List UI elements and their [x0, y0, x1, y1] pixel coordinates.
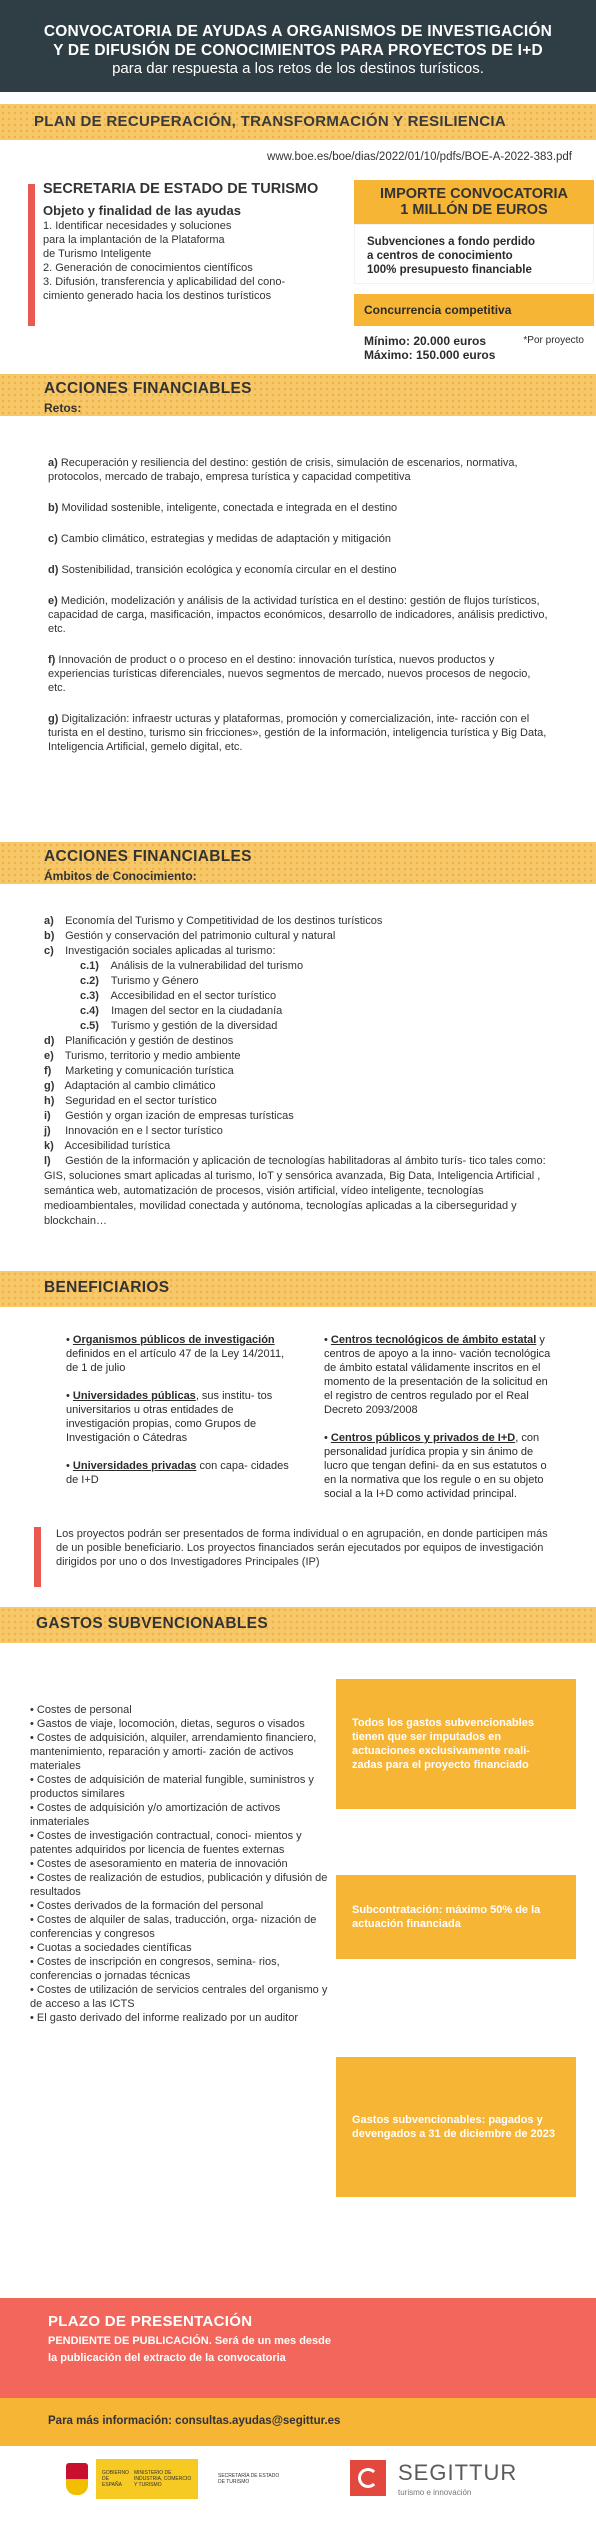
beneficiario-desc: , con personalidad jurídica propia y sin ánimo de lucro que tengan defini- da en sus estatutos o en la normativa que los regule o en su objeto social a la I+D como actividad principal.: [324, 1431, 547, 1500]
por-proyecto-note: *Por proyecto: [523, 334, 584, 346]
beneficiario-item: [66, 1459, 296, 1487]
bullet-icon: •: [30, 1871, 37, 1884]
header-title-line2: Y DE DIFUSIÓN DE CONOCIMIENTOS PARA PROYECTOS DE I+D: [53, 42, 543, 59]
ambito-letter: e): [44, 1049, 54, 1062]
ambito-letter: d): [44, 1034, 55, 1047]
plazo-title: PLAZO DE PRESENTACIÓN: [48, 2313, 253, 2330]
ambito-text: Innovación en e l sector turístico: [65, 1124, 223, 1137]
reto-letter: c): [48, 532, 58, 545]
ambito-text: Economía del Turismo y Competitividad de los destinos turísticos: [65, 914, 383, 927]
ambito-item: [44, 914, 556, 929]
bullet-icon: •: [66, 1333, 73, 1346]
gasto-item: [30, 1955, 330, 1983]
beneficiarios-left: [66, 1333, 296, 1515]
reto-item: [48, 532, 548, 546]
gasto-item: [30, 1857, 330, 1871]
gasto-text: Costes de utilización de servicios centrales del organismo y de acceso a las ICTS: [30, 1983, 328, 2010]
minmax-block: [354, 326, 594, 366]
gasto-text: Costes de investigación contractual, conoci- mientos y patentes adquiridos por licencia de fuentes externas: [30, 1829, 302, 1856]
retos-list: [0, 456, 596, 754]
ambito-letter: g): [44, 1079, 55, 1092]
ministerio-text: MINISTERIO DE INDUSTRIA, COMERCIO Y TURISMO: [134, 2470, 192, 2488]
ambito-item: [44, 1094, 556, 1109]
segittur-name: SEGITTUR: [398, 2460, 518, 2485]
gasto-text: Gastos de viaje, locomoción, dietas, seguros o visados: [36, 1717, 305, 1730]
ambito-letter: c.5): [80, 1019, 99, 1032]
note-text: Los proyectos podrán ser presentados de forma individual o en agrupación, en donde participen más de un posible beneficiario. Los proyectos financiados serán ejecutados por equipos de investigación dirigidos por uno o dos Investigadores Principales (IP): [56, 1527, 548, 1568]
ambito-item: [44, 1004, 556, 1019]
ambito-item: [44, 929, 556, 944]
reto-text: Innovación de product o o proceso en el destino: innovación turística, nuevos productos y experiencias turísticas diferenciales, nuevos segmentos de mercado, nuevos procesos de negocio, etc.: [48, 653, 531, 694]
bullet-icon: •: [30, 1913, 37, 1926]
gobierno-logo: [66, 2459, 282, 2499]
gasto-item: [30, 1731, 330, 1773]
acciones-ambitos-banner: [0, 842, 596, 884]
beneficiario-desc: definidos en el artículo 47 de la Ley 14/2011, de 1 de julio: [66, 1347, 285, 1374]
ambito-letter: i): [44, 1109, 51, 1122]
bullet-icon: •: [30, 1983, 37, 1996]
ambito-item: [44, 1139, 556, 1154]
plazo-banner: [0, 2298, 596, 2398]
gasto-item: [30, 1703, 330, 1717]
ambito-item: [44, 1079, 556, 1094]
objeto-line: para la implantación de la Plataforma: [43, 234, 225, 247]
ambito-text: Gestión y organ ización de empresas turísticas: [65, 1109, 294, 1122]
gastos-note-devengados: Gastos subvencionables: pagados y devengados a 31 de diciembre de 2023: [336, 2057, 576, 2197]
ambito-text: Turismo, territorio y medio ambiente: [64, 1049, 241, 1062]
gasto-item: [30, 1717, 330, 1731]
ministerio-label: [96, 2459, 198, 2499]
beneficiario-name: Universidades públicas: [72, 1389, 196, 1402]
reto-item: [48, 712, 548, 754]
accent-bar: [28, 184, 35, 326]
beneficiario-item: [324, 1333, 554, 1417]
gastos-note-imputados: Todos los gastos subvencionables tienen que ser imputados en actuaciones exclusivamente reali- zadas para el proyecto financiado: [336, 1679, 576, 1809]
ambito-text: Gestión de la información y aplicación de tecnologías habilitadoras al ámbito turís- tico tales como: GIS, soluciones smart aplicadas al turismo, IoT y sensórica avanzada, Big Data, Inteligencia Artificial , semántica web, automatización de procesos, visión artificial, vídeo inteligente, tecnologías medioambientales, movilidad conectada y autónoma, tecnologías aplicadas a la ciberseguridad y blockchain…: [44, 1154, 546, 1227]
plazo-desc: la publicación del extracto de la convocatoria: [48, 2352, 286, 2365]
beneficiario-item: [66, 1389, 296, 1445]
bullet-icon: •: [30, 1773, 37, 1786]
gasto-text: Costes de inscripción en congresos, semina- rios, conferencias o jornadas técnicas: [30, 1955, 280, 1982]
bullet-icon: •: [324, 1431, 331, 1444]
ambito-letter: h): [44, 1094, 55, 1107]
beneficiario-desc: y centros de apoyo a la inno- vación tecnológica de ámbito estatal válidamente inscritos en el momento de la presentación de la solicitud en el registro de centros regulado por el Real Decreto 2093/2008: [324, 1333, 551, 1416]
ambito-letter: c.2): [80, 974, 99, 987]
ambito-item: [44, 1064, 556, 1079]
reto-letter: a): [48, 456, 58, 469]
ambito-text: Imagen del sector en la ciudadanía: [111, 1004, 283, 1017]
reto-text: Recuperación y resiliencia del destino: gestión de crisis, simulación de escenarios, normativa, protocolos, mercado de trabajo, empresa turística y capacidad competitiva: [48, 456, 518, 483]
secretaria-title: SECRETARIA DE ESTADO DE TURISMO: [43, 180, 319, 197]
beneficiario-item: [66, 1333, 296, 1375]
objeto-title: Objeto y finalidad de las ayudas: [43, 202, 241, 218]
reto-text: Sostenibilidad, transición ecológica y economía circular en el destino: [61, 563, 397, 576]
gasto-item: [30, 1829, 330, 1857]
reto-item: [48, 594, 548, 636]
ambito-letter: c.4): [80, 1004, 99, 1017]
segittur-tagline: turismo e innovación: [398, 2487, 472, 2497]
bullet-icon: •: [30, 1717, 37, 1730]
reto-letter: e): [48, 594, 58, 607]
ambito-text: Gestión y conservación del patrimonio cultural y natural: [65, 929, 336, 942]
bullet-icon: •: [30, 2011, 37, 2024]
beneficiarios-note: [34, 1527, 596, 1569]
beneficiarios-columns: [0, 1333, 596, 1515]
gasto-item: [30, 1899, 330, 1913]
gasto-item: [30, 1801, 330, 1829]
reto-item: [48, 563, 548, 577]
header: [0, 0, 596, 92]
gastos-banner: [0, 1607, 596, 1643]
gasto-text: Costes de asesoramiento en materia de innovación: [36, 1857, 288, 1870]
reto-letter: g): [48, 712, 59, 725]
boe-url[interactable]: www.boe.es/boe/dias/2022/01/10/pdfs/BOE-A-2022-383.pdf: [267, 151, 572, 163]
ambito-text: Análisis de la vulnerabilidad del turismo: [110, 959, 304, 972]
section-subtitle: Ámbitos de Conocimiento:: [44, 868, 197, 883]
secretaria-section: [0, 180, 340, 366]
maximo-label: Máximo: 150.000 euros: [364, 347, 496, 362]
bullet-icon: •: [30, 1731, 37, 1744]
ambito-item: [44, 1109, 556, 1124]
ambito-item: [44, 1154, 556, 1229]
beneficiario-name: Universidades privadas: [72, 1459, 197, 1472]
ambito-text: Planificación y gestión de destinos: [65, 1034, 234, 1047]
ambito-letter: l): [44, 1154, 51, 1167]
reto-item: [48, 501, 548, 515]
ambito-item: [44, 959, 556, 974]
segittur-mark-icon: [350, 2460, 386, 2496]
reto-text: Digitalización: infraestr ucturas y plataformas, promoción y comercialización, inte- racción con el turista en el destino, turismo sin fricciones», gestión de la información, inteligencia turística y Big Data, Inteligencia Artificial, gemelo digital, etc.: [48, 712, 547, 753]
gastos-notes: [336, 1703, 576, 2140]
gastos-note-subcontratacion: Subcontratación: máximo 50% de la actuación financiada: [336, 1875, 576, 1959]
gasto-text: Costes de realización de estudios, publicación y difusión de resultados: [30, 1871, 328, 1898]
beneficiario-item: [324, 1431, 554, 1501]
gasto-item: [30, 2011, 330, 2025]
plan-title: PLAN DE RECUPERACIÓN, TRANSFORMACIÓN Y RESILIENCIA: [34, 112, 506, 130]
ambito-item: [44, 944, 556, 959]
beneficiario-name: Organismos públicos de investigación: [72, 1333, 275, 1346]
header-title-line1: CONVOCATORIA DE AYUDAS A ORGANISMOS DE INVESTIGACIÓN: [43, 23, 553, 40]
importe-card: [354, 180, 594, 366]
ambito-text: Accesibilidad turística: [64, 1139, 171, 1152]
bullet-icon: •: [30, 1801, 37, 1814]
ambito-letter: c.3): [80, 989, 99, 1002]
reto-text: Medición, modelización y análisis de la actividad turística en el destino: gestión de flujos turísticos, capacidad de carga, masificación, impactos económicos, desarrollo de indicadores, análisis predictivo, etc.: [48, 594, 548, 635]
accent-bar: [34, 1527, 41, 1587]
importe-line: Subvenciones a fondo perdido: [367, 235, 536, 248]
plan-banner: [0, 104, 596, 140]
bullet-icon: •: [30, 1955, 37, 1968]
gobierno-text: GOBIERNO DE ESPAÑA: [102, 2470, 129, 2488]
gasto-text: Costes derivados de la formación del personal: [36, 1899, 264, 1912]
bullet-icon: •: [30, 1829, 37, 1842]
reto-letter: f): [48, 653, 56, 666]
acciones-retos-banner: [0, 374, 596, 416]
importe-line: 100% presupuesto financiable: [367, 263, 532, 276]
importe-header: [354, 180, 594, 224]
gastos-list: [0, 1703, 330, 2025]
ambito-letter: j): [44, 1124, 51, 1137]
beneficiario-desc: con capa- cidades de I+D: [66, 1459, 289, 1486]
header-subtitle: para dar respuesta a los retos de los destinos turísticos.: [112, 60, 484, 77]
objeto-line: 2. Generación de conocimientos científicos: [43, 262, 253, 275]
section-title: BENEFICIARIOS: [44, 1279, 170, 1297]
ambito-item: [44, 1019, 556, 1034]
reto-text: Movilidad sostenible, inteligente, conectada e integrada en el destino: [61, 501, 398, 514]
ambito-text: Investigación sociales aplicadas al turismo:: [65, 944, 276, 957]
importe-line: a centros de conocimiento: [367, 249, 513, 262]
importe-amount: 1 MILLÓN DE EUROS: [400, 201, 548, 218]
gasto-item: [30, 1983, 330, 2011]
beneficiario-desc: , sus institu- tos universitarios u otras entidades de investigación propias, como Grupos de Investigación o Cátedras: [66, 1389, 273, 1444]
ambitos-list: [0, 914, 596, 1229]
gasto-text: Costes de adquisición de material fungible, suministros y productos similares: [30, 1773, 314, 1800]
bullet-icon: •: [30, 1941, 37, 1954]
beneficiarios-banner: [0, 1271, 596, 1307]
reto-letter: d): [48, 563, 59, 576]
coat-of-arms-icon: [66, 2463, 88, 2495]
gasto-text: Costes de alquiler de salas, traducción, orga- nización de conferencias y congresos: [30, 1913, 317, 1940]
gasto-text: Costes de personal: [36, 1703, 132, 1716]
objeto-line: cimiento generado hacia los destinos turísticos: [43, 290, 272, 303]
gasto-text: Costes de adquisición, alquiler, arrendamiento financiero, mantenimiento, reparación y amorti- zación de activos materiales: [30, 1731, 317, 1772]
ambito-text: Marketing y comunicación turística: [65, 1064, 234, 1077]
contact-email[interactable]: Para más información: consultas.ayudas@segittur.es: [48, 2415, 341, 2428]
objeto-lines: [43, 219, 340, 303]
gasto-item: [30, 1941, 330, 1955]
gasto-text: Cuotas a sociedades científicas: [36, 1941, 192, 1954]
ambito-item: [44, 1034, 556, 1049]
objeto-line: 1. Identificar necesidades y soluciones: [43, 220, 232, 233]
plazo-desc: PENDIENTE DE PUBLICACIÓN. Será de un mes desde: [48, 2335, 332, 2348]
ambito-letter: f): [44, 1064, 52, 1077]
bullet-icon: •: [66, 1389, 73, 1402]
section-subtitle: Retos:: [44, 400, 82, 415]
bullet-icon: •: [324, 1333, 331, 1346]
reto-letter: b): [48, 501, 59, 514]
bullet-icon: •: [66, 1459, 73, 1472]
section-title: GASTOS SUBVENCIONABLES: [36, 1615, 268, 1633]
ambito-letter: c.1): [80, 959, 99, 972]
secretaria-text: SECRETARÍA DE ESTADO DE TURISMO: [218, 2473, 280, 2485]
secretaria-block: [0, 180, 596, 366]
ambito-item: [44, 989, 556, 1004]
ambito-item: [44, 1124, 556, 1139]
ambito-text: Seguridad en el sector turístico: [65, 1094, 217, 1107]
importe-body: [354, 224, 594, 284]
info-bar: [0, 2398, 596, 2446]
section-title: ACCIONES FINANCIABLES: [44, 847, 252, 865]
ambito-text: Accesibilidad en el sector turístico: [110, 989, 277, 1002]
objeto-line: 3. Difusión, transferencia y aplicabilidad del cono-: [43, 276, 286, 289]
segittur-logo: [350, 2458, 517, 2498]
section-title: ACCIONES FINANCIABLES: [44, 379, 252, 397]
bullet-icon: •: [30, 1857, 37, 1870]
footer-area: [0, 2298, 596, 2512]
reto-text: Cambio climático, estrategias y medidas de adaptación y mitigación: [60, 532, 392, 545]
bullet-icon: •: [30, 1703, 37, 1716]
ambito-letter: a): [44, 914, 54, 927]
gasto-item: [30, 1773, 330, 1801]
beneficiario-name: Centros tecnológicos de ámbito estatal: [330, 1333, 537, 1346]
ambito-item: [44, 1049, 556, 1064]
bullet-icon: •: [30, 1899, 37, 1912]
reto-item: [48, 653, 548, 695]
beneficiarios-right: [324, 1333, 554, 1515]
beneficiario-name: Centros públicos y privados de I+D: [330, 1431, 516, 1444]
minimo-label: Mínimo: 20.000 euros: [364, 333, 487, 348]
ambito-letter: c): [44, 944, 54, 957]
ambito-text: Turismo y gestión de la diversidad: [110, 1019, 278, 1032]
ambito-item: [44, 974, 556, 989]
gasto-text: Costes de adquisición y/o amortización de activos inmateriales: [30, 1801, 281, 1828]
gasto-item: [30, 1871, 330, 1899]
gasto-text: El gasto derivado del informe realizado por un auditor: [36, 2011, 299, 2024]
gasto-item: [30, 1913, 330, 1941]
reto-item: [48, 456, 548, 484]
ambito-text: Turismo y Género: [110, 974, 199, 987]
ambito-letter: k): [44, 1139, 54, 1152]
importe-title: IMPORTE CONVOCATORIA: [380, 185, 568, 202]
gastos-block: [0, 1703, 596, 2140]
ambito-letter: b): [44, 929, 55, 942]
objeto-line: de Turismo Inteligente: [43, 248, 152, 261]
concurrencia-label: Concurrencia competitiva: [354, 294, 594, 326]
ambito-text: Adaptación al cambio climático: [64, 1079, 216, 1092]
logos-footer: [0, 2446, 596, 2512]
